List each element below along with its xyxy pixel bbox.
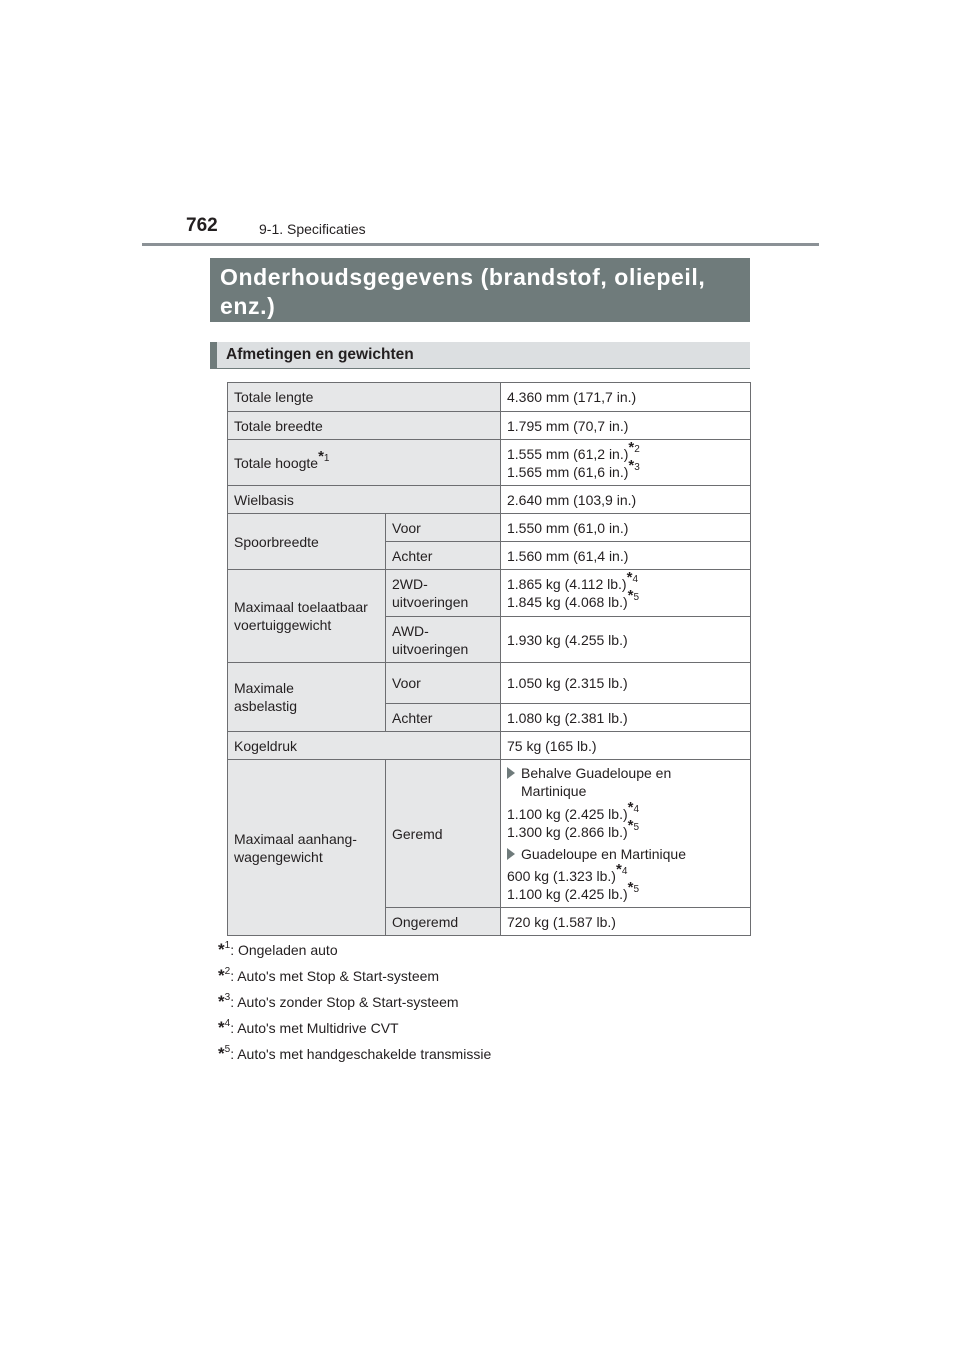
footnote-star: * [627,587,634,605]
track-label: Spoorbreedte [228,514,386,570]
footnote-ref: 5 [633,592,640,604]
height-value-2: 1.565 mm (61,6 in.) [507,463,629,480]
footnote-ref: 4 [632,574,639,586]
gvw-awd-value: 1.930 kg (4.255 lb.) [501,617,751,663]
braked-value-group-1 [507,799,750,841]
coupling-value: 75 kg (165 lb.) [501,732,751,760]
footnote-number: 5 [224,1044,231,1056]
sub-heading-text: Afmetingen en gewichten [226,346,414,363]
footnote-star: * [628,438,635,456]
track-rear-value: 1.560 mm (61,4 in.) [501,542,751,570]
footnote-1 [218,940,338,960]
track-rear-label: Achter [386,542,501,570]
footnote-star: * [218,940,225,959]
footnote-ref: 5 [633,822,640,834]
axle-front-label: Voor [386,663,501,704]
footnote-star: * [218,966,225,985]
awd-label-1: AWD- [392,622,429,639]
dimensions-weights-table [227,382,751,936]
gvw-label-1: Maximaal toelaatbaar [234,599,368,615]
footnote-ref: 4 [633,804,640,816]
table-row [228,663,751,704]
braked-value-cell [501,760,751,908]
braked-value-1: 1.100 kg (2.425 lb.) [507,806,628,822]
height-label: Totale hoogte [234,454,319,471]
awd-label-2: uitvoeringen [392,640,469,657]
footnote-number: 1 [224,940,231,952]
triangle-bullet-icon [507,848,515,860]
braked-value-3: 600 kg (1.323 lb.) [507,868,616,884]
footnote-star: * [626,569,633,587]
axle-rear-label: Achter [386,704,501,732]
footnote-star: * [627,799,634,817]
table-row [228,486,751,514]
table-row [228,383,751,412]
trailer-label-2: wagengewicht [234,848,323,865]
gvw-2wd-value-cell [501,570,751,617]
gvw-2wd-value-2: 1.845 kg (4.068 lb.) [507,594,628,610]
braked-label: Geremd [386,760,501,908]
axle-rear-value: 1.080 kg (2.381 lb.) [501,704,751,732]
gvw-2wd-value-1: 1.865 kg (4.112 lb.) [507,576,627,592]
braked-condition-1-line-2: Martinique [521,783,587,799]
footnote-2 [218,966,439,986]
trailer-label-1: Maximaal aanhang- [234,830,357,847]
braked-condition-1-line-1: Behalve Guadeloupe en [521,765,672,781]
footnote-3 [218,992,459,1012]
braked-condition-2 [507,845,750,863]
height-label-cell [228,440,501,486]
footnote-star: * [628,456,635,474]
height-value-1: 1.555 mm (61,2 in.) [507,445,629,462]
gvw-label-cell [228,570,386,663]
section-title: 9-1. Specificaties [259,221,366,237]
footnote-text: : Auto's met Multidrive CVT [230,1020,399,1036]
axle-label-cell [228,663,386,732]
footnote-ref: 2 [634,443,640,455]
footnote-number: 4 [224,1018,231,1030]
braked-value-4: 1.100 kg (2.425 lb.) [507,886,628,902]
braked-value-2: 1.300 kg (2.866 lb.) [507,824,628,840]
axle-front-value: 1.050 kg (2.315 lb.) [501,663,751,704]
footnote-star: * [627,817,634,835]
height-value-cell [501,440,751,486]
footnote-number: 3 [224,992,231,1004]
braked-value-group-2 [507,861,750,903]
twowd-label-2: uitvoeringen [392,594,469,610]
gvw-awd-label-cell [386,617,501,663]
width-value: 1.795 mm (70,7 in.) [501,412,751,440]
footnote-text: : Auto's met Stop & Start-systeem [230,968,440,984]
triangle-bullet-icon [507,767,515,779]
sub-heading-bar [210,342,217,369]
width-label: Totale breedte [228,412,501,440]
track-front-label: Voor [386,514,501,542]
footnote-ref: 4 [621,866,628,878]
track-front-value: 1.550 mm (61,0 in.) [501,514,751,542]
coupling-label: Kogeldruk [228,732,501,760]
gvw-label-2: voertuiggewicht [234,617,332,633]
header-divider [142,243,819,246]
footnote-text: : Auto's met handgeschakelde transmissie [230,1046,492,1062]
trailer-label-cell [228,760,386,936]
wheelbase-label: Wielbasis [228,486,501,514]
axle-label-1: Maximale [234,680,294,696]
footnote-ref: 3 [634,461,640,473]
footnote-text: : Auto's zonder Stop & Start-systeem [230,994,459,1010]
table-row [228,570,751,617]
table-row [228,732,751,760]
page-number: 762 [186,215,218,236]
main-heading: Onderhoudsgegevens (brandstof, oliepeil, enz.) [210,258,750,322]
table-row [228,440,751,486]
unbraked-value: 720 kg (1.587 lb.) [501,908,751,936]
footnote-text: : Ongeladen auto [230,942,338,958]
table-row [228,412,751,440]
sub-heading [210,342,750,369]
footnote-star: * [218,1018,225,1037]
gvw-2wd-label-cell [386,570,501,617]
braked-condition-1 [507,764,750,800]
footnote-4 [218,1018,399,1038]
braked-condition-2-text: Guadeloupe en Martinique [521,846,687,862]
footnote-star: * [627,879,634,897]
unbraked-label: Ongeremd [386,908,501,936]
footnote-star: * [318,447,324,465]
axle-label-2: asbelastig [234,698,298,714]
wheelbase-value: 2.640 mm (103,9 in.) [501,486,751,514]
table-row [228,760,751,908]
length-value: 4.360 mm (171,7 in.) [501,383,751,412]
footnote-ref: 1 [323,452,330,464]
footnote-star: * [615,861,622,879]
table-row [228,514,751,542]
twowd-label-1: 2WD- [392,576,428,592]
footnote-ref: 5 [633,884,640,896]
footnote-star: * [218,1044,225,1063]
footnote-number: 2 [224,966,231,978]
length-label: Totale lengte [228,383,501,412]
footnote-star: * [218,992,225,1011]
footnote-5 [218,1044,491,1064]
